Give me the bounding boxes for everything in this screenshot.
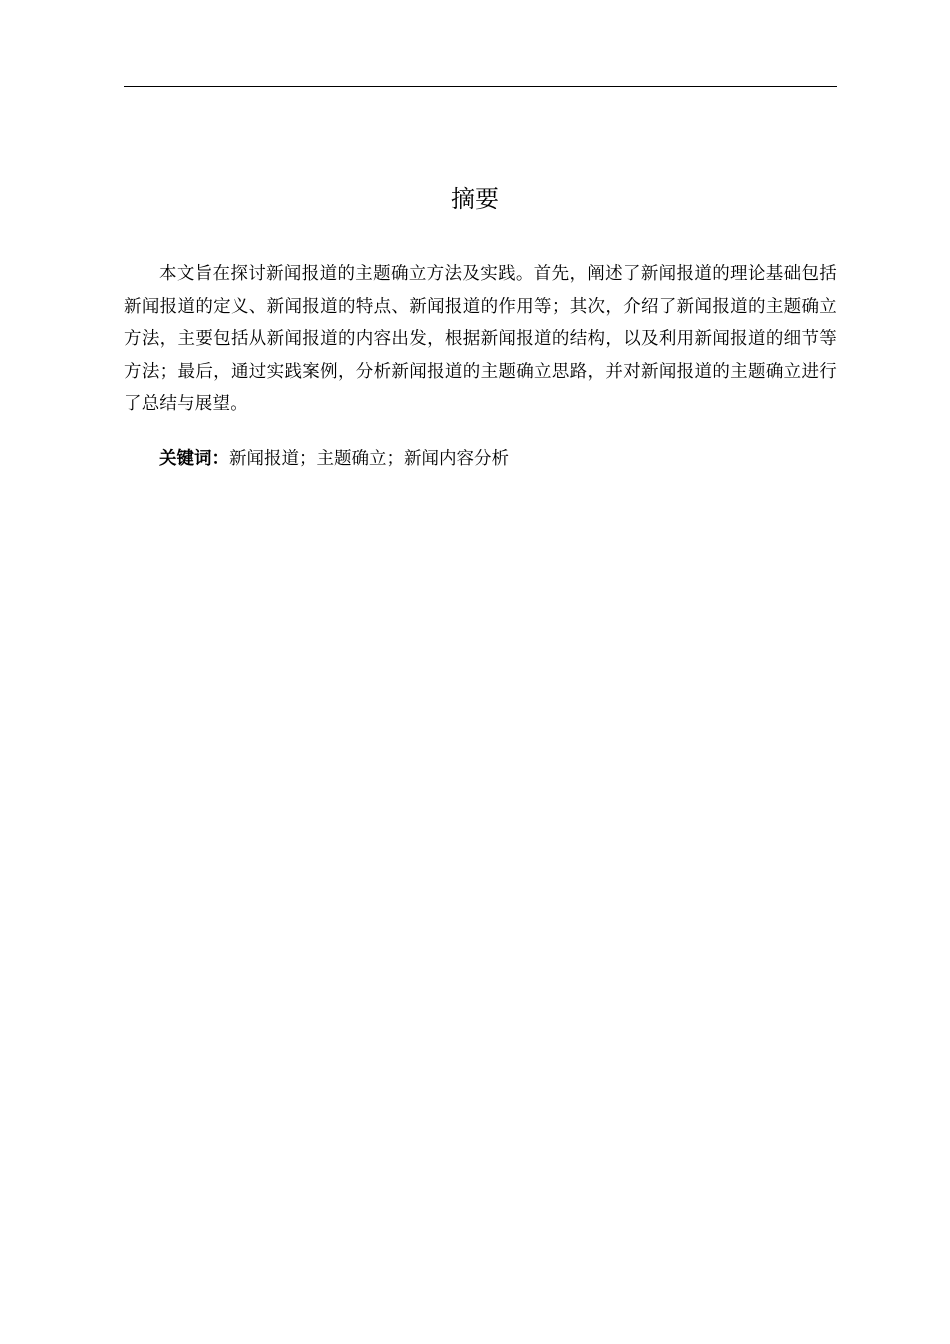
- keywords-text: 新闻报道；主题确立；新闻内容分析: [229, 449, 509, 469]
- abstract-title: 摘要: [451, 185, 499, 213]
- keywords-line: [124, 443, 837, 475]
- keywords-label: 关键词：: [159, 449, 229, 469]
- abstract-body: 本文旨在探讨新闻报道的主题确立方法及实践。首先，阐述了新闻报道的理论基础包括新闻报道的定义、新闻报道的特点、新闻报道的作用等；其次，介绍了新闻报道的主题确立方法，主要包括从新闻报道的内容出发，根据新闻报道的结构，以及利用新闻报道的细节等方法；最后，通过实践案例，分析新闻报道的主题确立思路，并对新闻报道的主题确立进行了总结与展望。: [124, 264, 837, 414]
- header-rule: [124, 86, 837, 87]
